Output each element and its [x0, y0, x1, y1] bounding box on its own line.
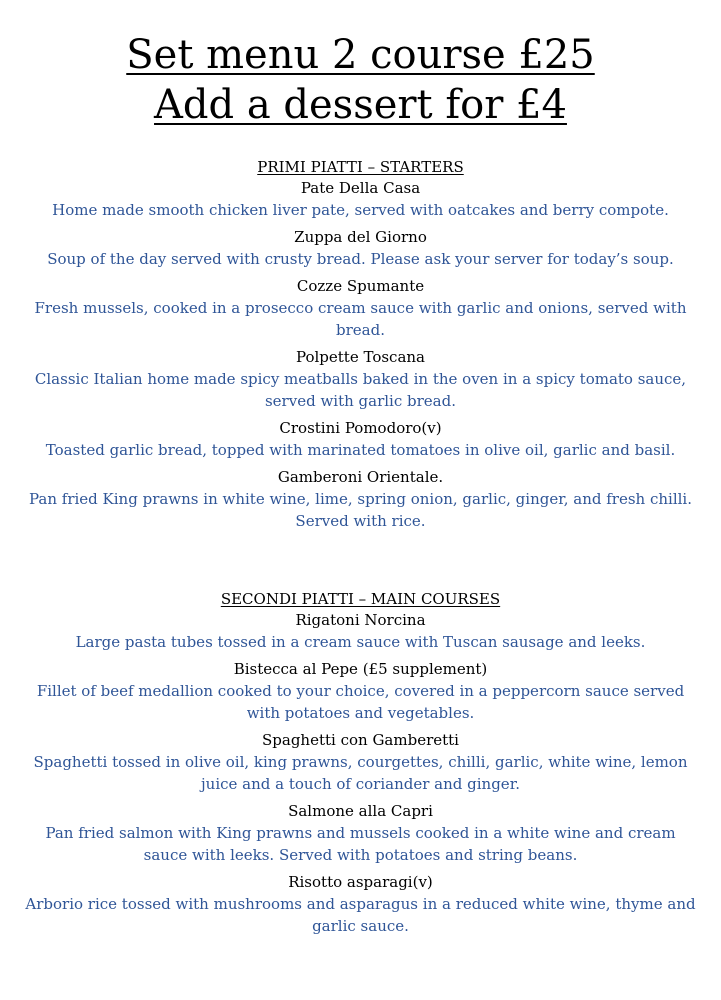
menu-item	[0, 609, 721, 653]
mains-section	[0, 589, 721, 942]
starters-heading: PRIMI PIATTI – STARTERS	[257, 158, 464, 176]
menu-item	[0, 871, 721, 937]
item-name: Zuppa del Giorno	[294, 228, 427, 246]
item-description: Toasted garlic bread, topped with marinated tomatoes in olive oil, garlic and basil.	[45, 441, 676, 459]
title-line-2: Add a dessert for £4	[154, 82, 567, 128]
menu-title	[0, 30, 721, 130]
item-description: Soup of the day served with crusty bread. Please ask your server for today’s soup.	[47, 250, 674, 268]
menu-item	[0, 226, 721, 270]
item-name: Spaghetti con Gamberetti	[262, 731, 459, 749]
item-name: Pate Della Casa	[300, 179, 421, 197]
menu-item	[0, 177, 721, 221]
menu-item	[0, 275, 721, 341]
item-name: Crostini Pomodoro(v)	[279, 419, 442, 437]
menu-item	[0, 658, 721, 724]
item-name: Cozze Spumante	[296, 277, 425, 295]
item-name: Gamberoni Orientale.	[277, 468, 444, 486]
item-name: Bistecca al Pepe (£5 supplement)	[233, 660, 488, 678]
menu-item	[0, 800, 721, 866]
menu-item	[0, 346, 721, 412]
item-name: Salmone alla Capri	[288, 802, 433, 820]
item-description: Classic Italian home made spicy meatballs baked in the oven in a spicy tomato sauce, served with garlic bread.	[34, 370, 687, 410]
starters-section	[0, 157, 721, 537]
title-line-1: Set menu 2 course £25	[126, 32, 595, 78]
item-description: Fresh mussels, cooked in a prosecco cream sauce with garlic and onions, served with bread.	[34, 299, 687, 339]
item-name: Risotto asparagi(v)	[288, 873, 433, 891]
item-description: Fillet of beef medallion cooked to your choice, covered in a peppercorn sauce served with potatoes and vegetables.	[36, 682, 685, 722]
item-description: Pan fried salmon with King prawns and mussels cooked in a white wine and cream sauce with leeks. Served with potatoes and string beans.	[45, 824, 676, 864]
mains-heading: SECONDI PIATTI – MAIN COURSES	[220, 590, 501, 608]
menu-item	[0, 417, 721, 461]
item-description: Large pasta tubes tossed in a cream sauce with Tuscan sausage and leeks.	[75, 633, 646, 651]
menu-item	[0, 729, 721, 795]
menu-item	[0, 466, 721, 532]
item-name: Rigatoni Norcina	[295, 611, 426, 629]
item-description: Pan fried King prawns in white wine, lime, spring onion, garlic, ginger, and fresh chilli. Served with rice.	[29, 490, 692, 530]
item-description: Home made smooth chicken liver pate, served with oatcakes and berry compote.	[52, 201, 669, 219]
item-description: Spaghetti tossed in olive oil, king prawns, courgettes, chilli, garlic, white wine, lemon juice and a touch of coriander and ginger.	[33, 753, 688, 793]
item-name: Polpette Toscana	[295, 348, 425, 366]
item-description: Arborio rice tossed with mushrooms and asparagus in a reduced white wine, thyme and garlic sauce.	[25, 895, 696, 935]
